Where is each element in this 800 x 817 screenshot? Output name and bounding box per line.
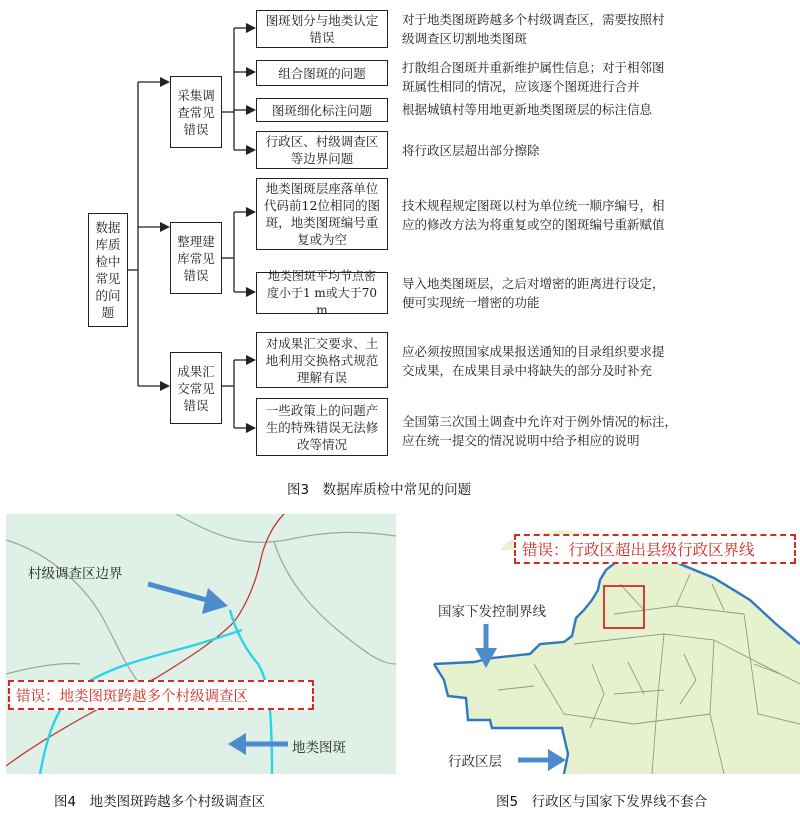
desc-line: 应的修改方法为将重复或空的图斑编号重新赋值 (402, 217, 665, 232)
desc-line: 应在统一提交的情况说明中给予相应的说明 (402, 433, 640, 448)
desc-line: 级调查区切割地类图斑 (402, 31, 528, 46)
category-line: 成果汇 (177, 363, 215, 379)
issue-box (256, 98, 388, 122)
desc-line: 将行政区层超出部分擦除 (402, 143, 540, 158)
figure-5-map (414, 514, 800, 774)
category-line: 整理建 (177, 233, 215, 249)
issue-description (402, 100, 652, 119)
issue-description (402, 342, 665, 380)
root-box (88, 213, 128, 327)
root-line: 的问 (95, 288, 121, 303)
arrow-head-icon (548, 749, 566, 771)
issue-line: 行政区、村级调查区 (265, 134, 379, 149)
root-line: 题 (101, 305, 115, 320)
issue-line: 斑，地类图斑编号重 (265, 215, 379, 230)
arrow-icon (148, 584, 214, 602)
figure-4-map-graphic (6, 514, 396, 774)
figure-4-map (6, 514, 396, 774)
issue-box (256, 131, 388, 169)
issue-line: 地类图斑层座落单位 (265, 181, 379, 196)
issue-line: 图斑细化标注问题 (271, 102, 372, 118)
desc-line: 技术规程规定图斑以村为单位统一顺序编号，相 (402, 198, 665, 213)
root-line: 检中 (95, 254, 121, 269)
issue-description (402, 412, 677, 450)
issue-line: 一些政策上的问题产 (265, 402, 379, 418)
issue-box (256, 60, 388, 86)
issue-line: 度小于1 m或大于70 m (266, 285, 378, 317)
issue-line: 错误 (309, 30, 335, 45)
arrow-head-icon (228, 733, 246, 755)
village-boundary-label: 村级调查区边界 (28, 566, 123, 582)
desc-line: 打散组合图斑并重新维护属性信息；对于相邻图 (402, 60, 665, 75)
desc-line: 全国第三次国土调查中允许对于例外情况的标注， (402, 414, 678, 429)
issue-line: 组合图斑的问题 (278, 65, 366, 81)
desc-line: 导入地类图斑层，之后对增密的距离进行设定， (402, 276, 665, 291)
issue-box (256, 268, 388, 317)
figure-4-caption: 图4 地类图斑跨越多个村级调查区 (54, 794, 266, 810)
national-control-label: 国家下发控制界线 (438, 604, 546, 620)
root-line: 库质 (95, 237, 121, 252)
issue-description (402, 196, 665, 234)
issue-box (256, 10, 388, 48)
desc-line: 交成果，在成果目录中将缺失的部分及时补充 (402, 363, 653, 378)
issue-line: 理解有误 (296, 369, 347, 385)
admin-layer-label: 行政区层 (448, 754, 502, 770)
category-line: 查常见 (177, 104, 215, 120)
category-box-database (170, 222, 222, 294)
category-box-collection (170, 76, 222, 148)
category-box-submission (170, 352, 222, 424)
issue-line: 地类图斑平均节点密 (267, 268, 376, 283)
error-callout: 错误：行政区超出县级行政区界线 (514, 534, 796, 564)
arrow-head-icon (202, 588, 228, 614)
issue-line: 图斑划分与地类认定 (265, 13, 379, 28)
root-line: 常见 (95, 271, 121, 286)
category-line: 库常见 (177, 250, 215, 266)
issue-description (402, 141, 540, 160)
desc-line: 对于地类图斑跨越多个村级调查区，需要按照村 (402, 12, 665, 27)
error-callout: 错误：地类图斑跨越多个村级调查区 (8, 680, 314, 710)
desc-line: 应必须按照国家成果报送通知的目录组织要求提 (402, 344, 665, 359)
issue-description (402, 10, 665, 48)
root-line: 数据 (95, 220, 121, 235)
category-line: 错误 (183, 397, 209, 413)
issue-line: 地利用交换格式规范 (265, 352, 379, 368)
issue-line: 等边界问题 (290, 151, 354, 166)
figure-5-caption: 图5 行政区与国家下发界线不套合 (496, 794, 708, 810)
category-line: 错误 (183, 121, 209, 137)
category-line: 采集调 (177, 87, 215, 103)
issue-line: 生的特殊错误无法修 (265, 419, 379, 435)
desc-line: 便可实现统一增密的功能 (402, 295, 540, 310)
issue-line: 对成果汇交要求、土 (265, 335, 379, 351)
land-patch-label: 地类图斑 (292, 740, 346, 756)
issue-box (256, 398, 388, 456)
issue-line: 复或为空 (296, 232, 347, 247)
issue-line: 改等情况 (296, 436, 347, 452)
category-line: 错误 (183, 267, 209, 283)
issue-line: 代码前12位相同的图 (264, 198, 380, 213)
issue-box (256, 332, 388, 388)
desc-line: 斑属性相同的情况，应该逐个图斑进行合并 (402, 79, 640, 94)
issue-box (256, 178, 388, 250)
issue-description (402, 274, 665, 312)
figure-3-caption: 图3 数据库质检中常见的问题 (287, 482, 472, 498)
desc-line: 根据城镇村等用地更新地类图斑层的标注信息 (402, 102, 653, 117)
category-line: 交常见 (177, 380, 215, 396)
issue-description (402, 58, 665, 96)
